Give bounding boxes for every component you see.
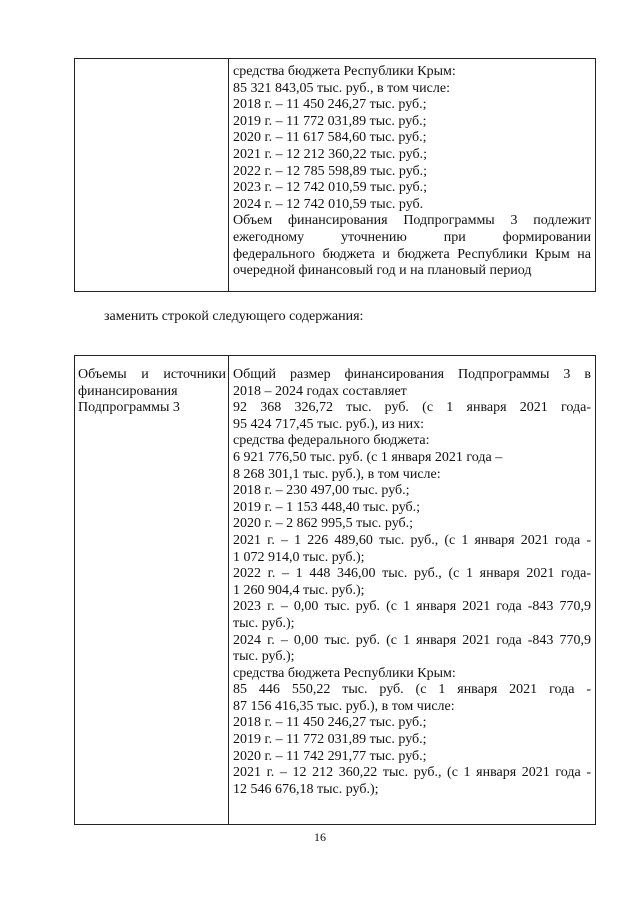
table2-line: 87 156 416,35 тыс. руб.), в том числе: [233, 698, 455, 714]
table2-line: 12 546 676,18 тыс. руб.); [233, 781, 379, 797]
table2-line: 2018 – 2024 годах составляет [233, 383, 407, 399]
table1-right-cell [229, 59, 595, 291]
table1-line: 2018 г. – 11 450 246,27 тыс. руб.; [233, 97, 427, 113]
table1-line: 2021 г. – 12 212 360,22 тыс. руб.; [233, 146, 428, 162]
replace-instruction: заменить строкой следующего содержания: [104, 309, 364, 324]
page-number: 16 [314, 830, 326, 844]
table2-line: 85 446 550,22 тыс. руб. (с 1 января 2021 года - [233, 682, 591, 698]
table1-line: очередной финансовый год и на плановый период [233, 263, 532, 279]
table1-line: 2020 г. – 11 617 584,60 тыс. руб.; [233, 130, 427, 146]
table2-right-cell [229, 356, 595, 824]
table2-line: 2019 г. – 11 772 031,89 тыс. руб.; [233, 732, 427, 748]
table2-line: тыс. руб.); [233, 615, 295, 631]
table1-line: 2022 г. – 12 785 598,89 тыс. руб.; [233, 163, 428, 179]
table2-line: 8 268 301,1 тыс. руб.), в том числе: [233, 466, 441, 482]
table1-line: 85 321 843,05 тыс. руб., в том числе: [233, 80, 450, 96]
table2-line: 6 921 776,50 тыс. руб. (с 1 января 2021 года – [233, 449, 503, 465]
table1-line: 2019 г. – 11 772 031,89 тыс. руб.; [233, 113, 427, 129]
table2-line: 2021 г. – 1 226 489,60 тыс. руб., (с 1 января 2021 года - [233, 532, 591, 548]
table2-left-line: Объемы и источники [78, 367, 226, 382]
table1-left-cell [75, 59, 229, 291]
table1-line: ежегодному уточнению при формировании [233, 229, 591, 245]
table2-line: 2023 г. – 0,00 тыс. руб. (с 1 января 2021 года -843 770,9 [233, 599, 591, 615]
table2-line: 2022 г. – 1 448 346,00 тыс. руб., (с 1 января 2021 года- [233, 566, 591, 582]
previous-content-table [74, 58, 596, 292]
table2-line: 92 368 326,72 тыс. руб. (с 1 января 2021 года- [233, 400, 591, 416]
table2-line: 1 260 904,4 тыс. руб.); [233, 582, 365, 598]
table2-line: средства бюджета Республики Крым: [233, 665, 456, 681]
table1-line: Объем финансирования Подпрограммы 3 подлежит [233, 213, 591, 229]
table1-line: 2023 г. – 12 742 010,59 тыс. руб.; [233, 180, 428, 196]
table2-line: 2018 г. – 230 497,00 тыс. руб.; [233, 483, 410, 499]
table2-left-line: финансирования [78, 383, 178, 399]
table2-line: 2020 г. – 2 862 995,5 тыс. руб.; [233, 516, 414, 532]
table1-line: 2024 г. – 12 742 010,59 тыс. руб. [233, 196, 424, 212]
table1-line: федерального бюджета и бюджета Республики Крым на [233, 246, 591, 262]
table2-line: Общий размер финансирования Подпрограммы 3 в [233, 367, 591, 382]
table2-line: 2019 г. – 1 153 448,40 тыс. руб.; [233, 499, 421, 515]
table2-line: тыс. руб.); [233, 649, 295, 665]
table2-line: 2018 г. – 11 450 246,27 тыс. руб.; [233, 715, 427, 731]
table2-line: 1 072 914,0 тыс. руб.); [233, 549, 365, 565]
table2-line: 2024 г. – 0,00 тыс. руб. (с 1 января 2021 года -843 770,9 [233, 632, 591, 648]
table2-line: 2020 г. – 11 742 291,77 тыс. руб.; [233, 748, 427, 764]
table2-line: 95 424 717,45 тыс. руб.), из них: [233, 416, 425, 432]
table2-left-cell [75, 356, 229, 824]
table1-line: средства бюджета Республики Крым: [233, 64, 456, 79]
table2-line: 2021 г. – 12 212 360,22 тыс. руб., (с 1 января 2021 года - [233, 765, 591, 781]
table2-left-line: Подпрограммы 3 [78, 400, 180, 416]
new-content-table [74, 355, 596, 825]
table2-line: средства федерального бюджета: [233, 433, 430, 449]
